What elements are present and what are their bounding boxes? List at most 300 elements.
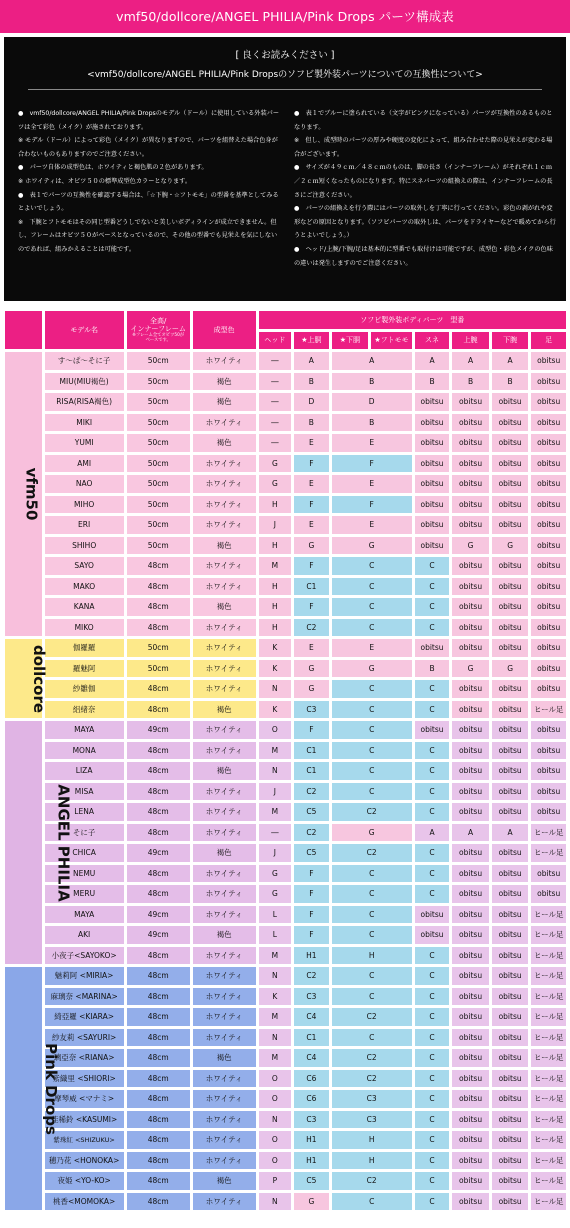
part-lower-arm: obitsu [492,1029,529,1047]
part-head: J [259,516,291,534]
part-lower-arm: obitsu [492,844,529,862]
table-row [5,988,566,1006]
part-shin: A [415,352,450,370]
part-lower-arm: obitsu [492,1008,529,1026]
part-upper-arm: obitsu [452,1152,489,1170]
part-foot: ヒール足 [531,1131,566,1149]
model-name: そに子 [45,824,124,842]
part-header-upper-arm: 上腕 [452,332,489,350]
table-row [5,557,566,575]
part-lower-torso: E [332,639,412,657]
part-lower-torso: C2 [332,1070,412,1088]
part-foot: obitsu [531,803,566,821]
part-lower-torso: H [332,1131,412,1149]
model-name: 桃香<MOMOKA> [45,1193,124,1211]
table-row [5,906,566,924]
part-upper-arm: obitsu [452,762,489,780]
part-foot: obitsu [531,680,566,698]
part-foot: ヒール足 [531,1193,566,1211]
model-name: YUMI [45,434,124,452]
notice-divider [28,89,542,90]
notice-item: ● vmf50/dollcore/ANGEL PHILIA/Pink Dropsのモデル（ドール）に使用している外装パーツは全て彩色（メイク）が施されております。 [18,110,280,131]
table-row [5,1131,566,1149]
part-lower-arm: A [492,352,529,370]
part-foot: obitsu [531,516,566,534]
part-upper-torso: F [294,885,329,903]
part-head: O [259,721,291,739]
model-size: 48cm [127,783,190,801]
part-head: M [259,557,291,575]
model-size: 49cm [127,844,190,862]
model-size: 48cm [127,598,190,616]
model-name: 小夜子<SAYOKO> [45,947,124,965]
series-label-text: dollcore [30,644,49,713]
model-color: 褐色 [193,598,256,616]
model-color: 褐色 [193,701,256,719]
part-lower-arm: obitsu [492,926,529,944]
model-name: 穂乃花 <HONOKA> [45,1152,124,1170]
part-lower-arm: obitsu [492,455,529,473]
series-header [5,311,42,349]
part-foot: ヒール足 [531,824,566,842]
part-foot: ヒール足 [531,906,566,924]
part-shin: C [415,680,450,698]
part-lower-torso: H [332,1152,412,1170]
model-size: 50cm [127,516,190,534]
part-lower-torso: G [332,537,412,555]
series-label-text: Pink Drops [41,1042,60,1135]
table-row [5,537,566,555]
frame-header-line2: インナーフレーム [130,325,186,333]
part-upper-torso: G [294,660,329,678]
part-head: M [259,803,291,821]
model-color: ホワイティ [193,578,256,596]
part-shin: C [415,865,450,883]
part-lower-arm: obitsu [492,701,529,719]
part-lower-torso: C [332,885,412,903]
part-head: N [259,1193,291,1211]
notice-left-column [18,107,280,270]
model-color: 褐色 [193,393,256,411]
part-upper-torso: C1 [294,578,329,596]
part-upper-arm: obitsu [452,414,489,432]
notice-item: ● 表１でブルーに塗られている（文字がピンクになっている）パーツが互換性のあるものとなります。 [294,110,553,131]
part-upper-torso: C5 [294,844,329,862]
part-upper-arm: obitsu [452,701,489,719]
part-lower-torso: C [332,742,412,760]
part-lower-torso: C [332,557,412,575]
part-foot: obitsu [531,414,566,432]
part-lower-arm: obitsu [492,1111,529,1129]
model-name: NAO [45,475,124,493]
table-row [5,865,566,883]
part-upper-torso: F [294,455,329,473]
part-lower-torso: C [332,680,412,698]
part-lower-arm: obitsu [492,1049,529,1067]
part-upper-torso: G [294,537,329,555]
table-row [5,1090,566,1108]
model-name: 紗雛伽 [45,680,124,698]
part-lower-torso: F [332,455,412,473]
table-row [5,352,566,370]
part-shin: obitsu [415,721,450,739]
part-upper-torso: A [294,352,329,370]
part-upper-arm: obitsu [452,742,489,760]
part-shin: C [415,598,450,616]
part-lower-arm: obitsu [492,393,529,411]
part-shin: obitsu [415,639,450,657]
part-upper-torso: C3 [294,701,329,719]
model-color: ホワイティ [193,1193,256,1211]
model-color: ホワイティ [193,619,256,637]
table-row [5,455,566,473]
part-shin: obitsu [415,414,450,432]
table-row [5,926,566,944]
part-foot: ヒール足 [531,967,566,985]
part-head: O [259,1070,291,1088]
series-label-text: ANGEL PHILIA [54,783,73,902]
table-row [5,434,566,452]
part-lower-torso: C [332,906,412,924]
part-foot: obitsu [531,393,566,411]
part-upper-torso: C4 [294,1049,329,1067]
part-shin: C [415,1172,450,1190]
part-lower-torso: C [332,721,412,739]
table-row [5,1029,566,1047]
notice-box [4,37,566,301]
part-foot: obitsu [531,557,566,575]
part-lower-arm: obitsu [492,783,529,801]
model-color: 褐色 [193,1172,256,1190]
part-lower-arm: obitsu [492,762,529,780]
table-row [5,803,566,821]
part-upper-torso: E [294,639,329,657]
part-head: N [259,1029,291,1047]
part-shin: C [415,557,450,575]
part-header-thigh: ★フトモモ [371,332,412,350]
part-lower-torso: C [332,1029,412,1047]
part-upper-arm: obitsu [452,1131,489,1149]
part-shin: obitsu [415,496,450,514]
series-label [5,967,60,1210]
model-size: 48cm [127,619,190,637]
model-size: 48cm [127,865,190,883]
table-row [5,516,566,534]
model-size: 48cm [127,1029,190,1047]
model-color: ホワイティ [193,1131,256,1149]
model-color: ホワイティ [193,824,256,842]
model-name: す～ぱ～そに子 [45,352,124,370]
part-upper-torso: H1 [294,947,329,965]
model-color: ホワイティ [193,967,256,985]
parts-table [2,308,569,1213]
model-name: AKI [45,926,124,944]
model-color: ホワイティ [193,885,256,903]
part-upper-arm: obitsu [452,844,489,862]
part-foot: ヒール足 [531,1172,566,1190]
part-upper-arm: G [452,537,489,555]
table-row [5,680,566,698]
part-upper-arm: obitsu [452,516,489,534]
series-label-text: vfm50 [22,467,41,521]
part-shin: C [415,947,450,965]
part-foot: obitsu [531,352,566,370]
model-name: MISA [45,783,124,801]
model-name: 絽緒奈 [45,701,124,719]
part-upper-arm: A [452,824,489,842]
model-name: MIKI [45,414,124,432]
part-upper-arm: obitsu [452,598,489,616]
table-row [5,1193,566,1211]
part-shin: C [415,1193,450,1211]
notice-item: ● パーツの組換えを行う際にはパーツの取外しを丁寧に行ってください。彩色の剥がれや変形などの原因となります。（ソフビパーツの取外しは、パーツをドライヤーなどで暖めてから行うとよいでしょう。） [294,205,556,240]
part-upper-arm: obitsu [452,455,489,473]
model-size: 48cm [127,1193,190,1211]
model-size: 50cm [127,496,190,514]
part-lower-arm: obitsu [492,742,529,760]
part-upper-torso: E [294,434,329,452]
part-upper-arm: obitsu [452,721,489,739]
notice-item: ※ 但し、成型時のパーツの厚みや硬度の変化によって、組み合わせた際の見栄えが変わる場合がございます。 [294,137,553,158]
part-foot: ヒール足 [531,1090,566,1108]
part-lower-torso: A [332,352,412,370]
part-lower-torso: C [332,926,412,944]
model-name: KANA [45,598,124,616]
part-head: ― [259,824,291,842]
model-size: 48cm [127,578,190,596]
part-upper-arm: obitsu [452,1070,489,1088]
part-lower-torso: B [332,373,412,391]
model-name: LENA [45,803,124,821]
part-shin: obitsu [415,926,450,944]
part-upper-torso: H1 [294,1131,329,1149]
part-shin: C [415,1008,450,1026]
part-foot: obitsu [531,885,566,903]
notice-item: ● ヘッド/上腕/下腕/足は基本的に型番でも取付けは可能ですが、成型色・彩色メイクの色味の違いは発生しますのでご注意ください。 [294,245,553,267]
model-size: 48cm [127,1008,190,1026]
model-color: ホワイティ [193,803,256,821]
part-head: J [259,844,291,862]
notice-item: ● 表１でパーツの互換性を確認する場合は、「☆下腕・☆フトモモ」の型番を基準としてみるとよいでしょう。 [18,191,279,213]
part-foot: obitsu [531,783,566,801]
part-lower-torso: B [332,414,412,432]
part-upper-arm: obitsu [452,1029,489,1047]
table-row [5,496,566,514]
model-color: ホワイティ [193,639,256,657]
part-lower-arm: obitsu [492,414,529,432]
part-upper-arm: obitsu [452,803,489,821]
part-foot: ヒール足 [531,1008,566,1026]
part-foot: obitsu [531,537,566,555]
part-foot: obitsu [531,660,566,678]
part-upper-torso: C2 [294,967,329,985]
part-lower-arm: obitsu [492,639,529,657]
part-upper-arm: obitsu [452,639,489,657]
part-foot: ヒール足 [531,947,566,965]
model-size: 48cm [127,988,190,1006]
table-row [5,619,566,637]
part-upper-torso: C3 [294,988,329,1006]
model-color: 褐色 [193,537,256,555]
part-head: H [259,598,291,616]
model-color: ホワイティ [193,1111,256,1129]
part-lower-torso: C2 [332,1008,412,1026]
part-foot: ヒール足 [531,1029,566,1047]
part-lower-torso: F [332,496,412,514]
part-upper-torso: F [294,865,329,883]
model-name-header: モデル名 [45,311,124,349]
part-shin: C [415,885,450,903]
table-row [5,598,566,616]
part-shin: A [415,824,450,842]
part-upper-arm: obitsu [452,1008,489,1026]
model-name: MAYA [45,906,124,924]
part-head: O [259,1152,291,1170]
part-lower-torso: G [332,824,412,842]
part-upper-arm: obitsu [452,783,489,801]
part-upper-torso: F [294,557,329,575]
part-lower-arm: obitsu [492,988,529,1006]
part-foot: obitsu [531,578,566,596]
part-upper-torso: C4 [294,1008,329,1026]
part-upper-torso: C3 [294,1111,329,1129]
model-name: 綺亞羅 <KIARA> [45,1008,124,1026]
model-color: 褐色 [193,1049,256,1067]
part-lower-torso: D [332,393,412,411]
part-shin: C [415,1049,450,1067]
part-shin: C [415,619,450,637]
part-shin: B [415,373,450,391]
part-lower-arm: obitsu [492,557,529,575]
model-color: ホワイティ [193,352,256,370]
part-lower-arm: obitsu [492,1193,529,1211]
part-upper-arm: obitsu [452,680,489,698]
model-name: SHIHO [45,537,124,555]
part-head: H [259,619,291,637]
parts-group-header: ソフビ製外装ボディパーツ 型番 [259,311,566,329]
part-upper-torso: G [294,1193,329,1211]
model-size: 48cm [127,701,190,719]
table-row [5,578,566,596]
part-shin: C [415,762,450,780]
notice-subheading: <vmf50/dollcore/ANGEL PHILIA/Pink Dropsのソフビ製外装パーツについての互換性について> [87,70,483,80]
part-shin: C [415,1029,450,1047]
model-name: 璃亞奈 <RIANA> [45,1049,124,1067]
part-lower-torso: C3 [332,1111,412,1129]
part-shin: C [415,742,450,760]
model-color: ホワイティ [193,1029,256,1047]
part-foot: ヒール足 [531,988,566,1006]
part-head: ― [259,393,291,411]
part-lower-arm: obitsu [492,578,529,596]
part-upper-arm: obitsu [452,967,489,985]
part-shin: C [415,844,450,862]
model-size: 48cm [127,1111,190,1129]
notice-item: ※ ホワイティは、オビツ５０の標準成型色カラーとなります。 [18,177,192,185]
model-size: 48cm [127,824,190,842]
part-upper-arm: obitsu [452,1090,489,1108]
part-foot: obitsu [531,639,566,657]
part-upper-torso: B [294,373,329,391]
part-shin: C [415,1070,450,1088]
part-foot: obitsu [531,865,566,883]
part-foot: obitsu [531,762,566,780]
model-color: ホワイティ [193,660,256,678]
part-lower-arm: G [492,537,529,555]
part-head: O [259,1131,291,1149]
model-color: ホワイティ [193,865,256,883]
model-size: 50cm [127,373,190,391]
part-header-upper-torso: ★上胴 [294,332,329,350]
table-row [5,701,566,719]
part-lower-arm: obitsu [492,1131,529,1149]
notice-item: ● パーツ自体の成型色は、ホワイティと褐色肌の２色があります。 [18,164,208,172]
model-size: 50cm [127,475,190,493]
model-name: 羅魅阿 [45,660,124,678]
part-lower-arm: obitsu [492,906,529,924]
model-name: 夜姫 <YO-KO> [45,1172,124,1190]
series-label [5,352,42,636]
table-row [5,885,566,903]
part-upper-arm: obitsu [452,1111,489,1129]
part-upper-torso: C2 [294,619,329,637]
model-size: 48cm [127,762,190,780]
part-head: N [259,680,291,698]
model-name: MAKO [45,578,124,596]
part-head: O [259,1090,291,1108]
part-lower-torso: C2 [332,803,412,821]
table-row [5,373,566,391]
model-size: 48cm [127,680,190,698]
frame-header-line1: 全高/ [150,317,167,325]
part-head: H [259,496,291,514]
part-upper-arm: obitsu [452,578,489,596]
model-color: ホワイティ [193,414,256,432]
model-color: ホワイティ [193,1008,256,1026]
model-name: MERU [45,885,124,903]
part-head: N [259,1111,291,1129]
part-foot: obitsu [531,373,566,391]
part-upper-arm: obitsu [452,865,489,883]
table-row [5,762,566,780]
model-color: 褐色 [193,844,256,862]
part-lower-arm: obitsu [492,680,529,698]
part-upper-torso: H1 [294,1152,329,1170]
part-head: ― [259,352,291,370]
model-size: 48cm [127,1152,190,1170]
part-lower-arm: obitsu [492,516,529,534]
part-upper-torso: C2 [294,783,329,801]
frame-header-note1: ※フレーム全てオビツ50が [132,333,185,338]
part-upper-torso: G [294,680,329,698]
part-lower-arm: obitsu [492,885,529,903]
model-color: ホワイティ [193,496,256,514]
part-lower-arm: obitsu [492,619,529,637]
model-name: AMI [45,455,124,473]
part-upper-arm: obitsu [452,988,489,1006]
table-row [5,742,566,760]
part-foot: obitsu [531,619,566,637]
model-size: 48cm [127,1070,190,1088]
part-lower-torso: C [332,578,412,596]
model-size: 50cm [127,537,190,555]
part-head: G [259,865,291,883]
part-head: J [259,783,291,801]
part-foot: obitsu [531,496,566,514]
part-head: L [259,926,291,944]
model-size: 48cm [127,1131,190,1149]
part-shin: C [415,967,450,985]
